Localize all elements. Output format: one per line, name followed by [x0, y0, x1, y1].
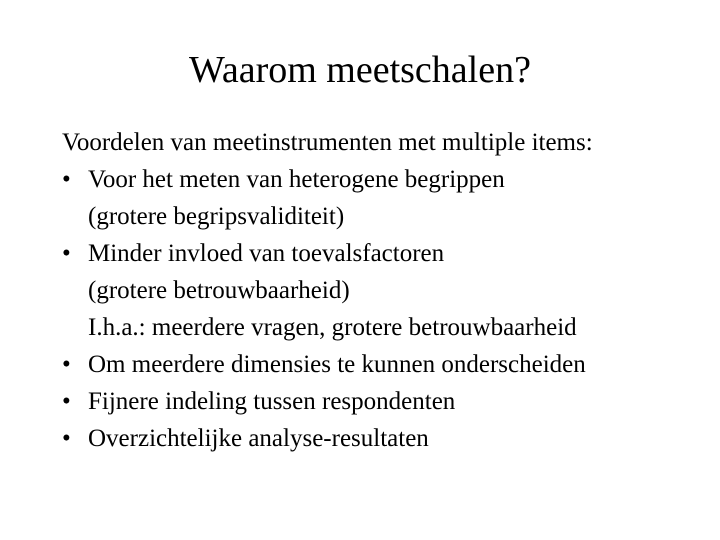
bullet-item — [62, 420, 702, 457]
bullet-continuation: (grotere betrouwbaarheid) — [88, 277, 350, 304]
bullet-continuation: (grotere begripsvaliditeit) — [88, 203, 345, 230]
bullet-item — [62, 161, 702, 198]
bullet-item — [62, 346, 702, 383]
bullet-icon: • — [62, 388, 71, 415]
bullet-icon: • — [62, 166, 71, 193]
slide-body — [62, 124, 702, 457]
bullet-icon: • — [62, 425, 71, 452]
intro-text: Voordelen van meetinstrumenten met multiple items: — [62, 129, 593, 156]
bullet-text: Overzichtelijke analyse-resultaten — [88, 425, 429, 452]
bullet-icon: • — [62, 351, 71, 378]
bullet-continuation: I.h.a.: meerdere vragen, grotere betrouwbaarheid — [88, 314, 577, 341]
bullet-text: Minder invloed van toevalsfactoren — [88, 240, 445, 267]
bullet-icon: • — [62, 240, 71, 267]
slide-title: Waarom meetschalen? — [189, 49, 531, 91]
bullet-text: Om meerdere dimensies te kunnen onderscheiden — [88, 351, 586, 378]
bullet-text: Fijnere indeling tussen respondenten — [88, 388, 456, 415]
bullet-item — [62, 235, 702, 272]
bullet-text: Voor het meten van heterogene begrippen — [88, 166, 505, 193]
bullet-item — [62, 383, 702, 420]
